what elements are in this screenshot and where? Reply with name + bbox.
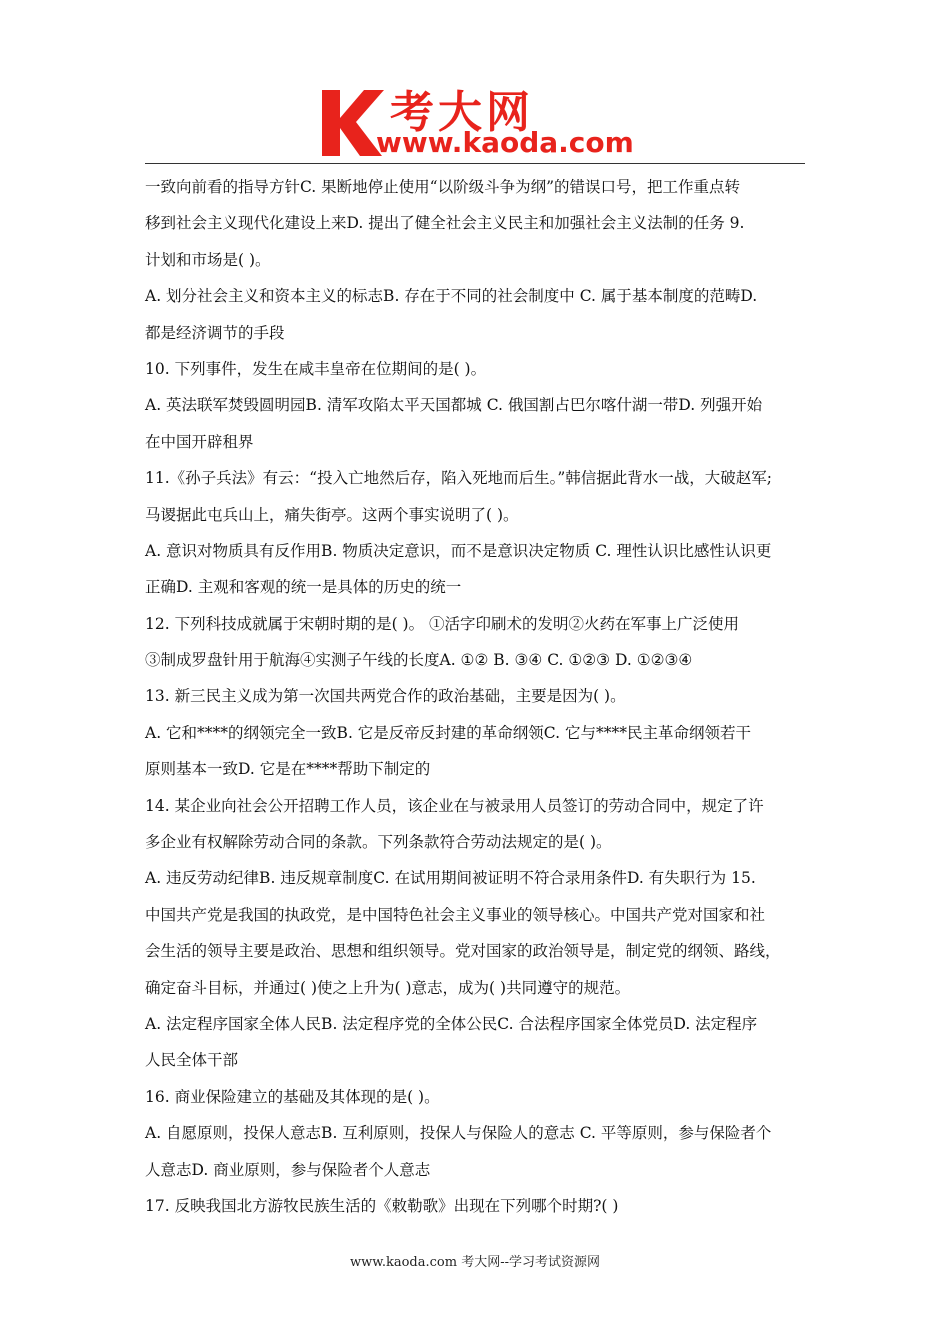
text-line: 计划和市场是( )。: [145, 250, 271, 269]
text-line: 都是经济调节的手段: [145, 323, 285, 342]
text-line: 13. 新三民主义成为第一次国共两党合作的政治基础，主要是因为( )。: [145, 687, 626, 706]
logo-chinese-name: 考大网: [390, 87, 534, 138]
text-line: 14. 某企业向社会公开招聘工作人员，该企业在与被录用人员签订的劳动合同中，规定了许: [145, 796, 764, 815]
text-line: A. 它和****的纲领完全一致B. 它是反帝反封建的革命纲领C. 它与****民主革命纲领若干: [145, 723, 751, 742]
text-line: 人民全体干部: [145, 1051, 239, 1070]
text-line: A. 自愿原则，投保人意志B. 互利原则，投保人与保险人的意志 C. 平等原则，参与保险者个: [145, 1124, 772, 1143]
text-line: 17. 反映我国北方游牧民族生活的《敕勒歌》出现在下列哪个时期?( ): [145, 1196, 619, 1215]
text-line: 正确D. 主观和客观的统一是具体的历史的统一: [145, 578, 462, 597]
text-line: 马谡据此屯兵山上，痛失街亭。这两个事实说明了( )。: [145, 505, 519, 524]
text-line: ③制成罗盘针用于航海④实测子午线的长度A. ①② B. ③④ C. ①②③ D. ①②③④: [145, 651, 693, 670]
page-footer: www.kaoda.com 考大网--学习考试资源网: [350, 1255, 600, 1270]
text-line: A. 意识对物质具有反作用B. 物质决定意识，而不是意识决定物质 C. 理性认识比感性认识更: [145, 541, 772, 560]
question-content: [145, 172, 813, 1227]
text-line: A. 法定程序国家全体人民B. 法定程序党的全体公民C. 合法程序国家全体党员D. 法定程序: [145, 1014, 758, 1033]
text-line: 确定奋斗目标，并通过( )使之上升为( )意志，成为( )共同遵守的规范。: [145, 978, 631, 997]
text-line: 中国共产党是我国的执政党，是中国特色社会主义事业的领导核心。中国共产党对国家和社: [145, 905, 766, 924]
text-line: 16. 商业保险建立的基础及其体现的是( )。: [145, 1087, 440, 1106]
text-line: A. 划分社会主义和资本主义的标志B. 存在于不同的社会制度中 C. 属于基本制度的范畴D.: [145, 287, 758, 306]
text-line: 原则基本一致D. 它是在****帮助下制定的: [145, 760, 431, 779]
text-line: 人意志D. 商业原则，参与保险者个人意志: [145, 1160, 431, 1179]
text-line: 多企业有权解除劳动合同的条款。下列条款符合劳动法规定的是( )。: [145, 833, 612, 852]
text-line: 11.《孙子兵法》有云：“投入亡地然后存，陷入死地而后生。”韩信据此背水一战，大破赵军;: [145, 469, 772, 488]
text-line: 一致向前看的指导方针C. 果断地停止使用“以阶级斗争为纲”的错误口号，把工作重点转: [145, 178, 741, 196]
header-divider: [145, 163, 805, 164]
text-line: A. 英法联军焚毁圆明园B. 清军攻陷太平天国都城 C. 俄国割占巴尔喀什湖一带D. 列强开始: [145, 396, 763, 415]
text-line: A. 违反劳动纪律B. 违反规章制度C. 在试用期间被证明不符合录用条件D. 有失职行为 15.: [145, 869, 756, 888]
text-line: 在中国开辟租界: [145, 432, 254, 451]
text-line: 移到社会主义现代化建设上来D. 提出了健全社会主义民主和加强社会主义法制的任务 9.: [145, 214, 745, 233]
logo-url: www.kaoda.com: [376, 126, 634, 159]
text-line: 12. 下列科技成就属于宋朝时期的是( )。 ①活字印刷术的发明②火药在军事上广泛使用: [145, 614, 740, 633]
text-line: 10. 下列事件，发生在咸丰皇帝在位期间的是( )。: [145, 359, 487, 378]
text-line: 会生活的领导主要是政治、思想和组织领导。党对国家的政治领导是，制定党的纲领、路线，: [145, 942, 781, 961]
site-logo: [318, 82, 638, 162]
